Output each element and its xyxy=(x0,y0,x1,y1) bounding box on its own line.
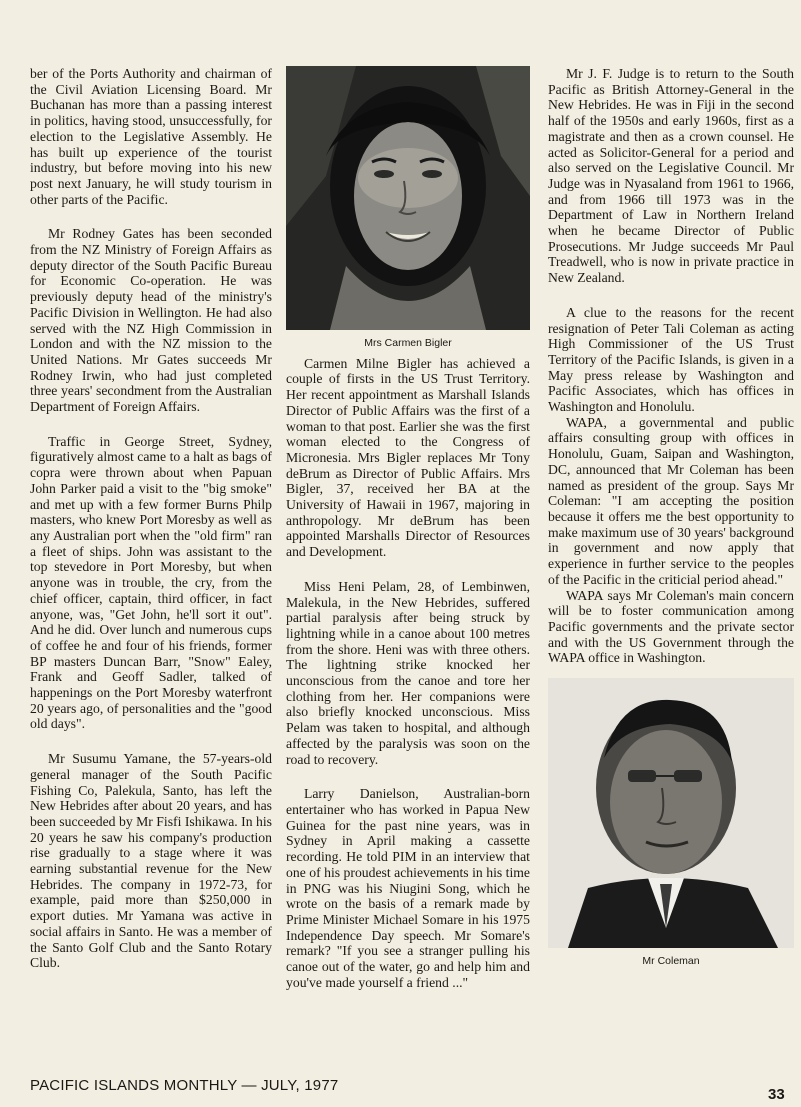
paragraph-wapa-concern: WAPA says Mr Coleman's main concern will be to foster communication among Pacific governments and the private sector and with the US Government through the WAPA office in Washington. xyxy=(548,587,794,666)
portrait-man-image xyxy=(548,678,794,948)
photo-caption-coleman: Mr Coleman xyxy=(642,955,700,968)
column-3 xyxy=(548,66,794,974)
photo-carmen-bigler xyxy=(286,66,530,330)
paragraph-yamane: Mr Susumu Yamane, the 57-years-old general manager of the South Pacific Fishing Co, Palekula, Santo, has left the New Hebrides after about 20 years, and has been succeeded by Mr Fisfi Ishikawa. In his 20 years he saw his company's production rise gradually to a stage where it was earning substantial revenue for the New Hebrides. The company in 1972-73, for example, paid more than $250,000 in export duties. Mr Yamana was active in social affairs in Santo. He was a member of the Santo Golf Club and the Santo Rotary Club. xyxy=(30,751,272,971)
paragraph-pelam: Miss Heni Pelam, 28, of Lembinwen, Malekula, in the New Hebrides, suffered partial paralysis after being struck by lightning while in a canoe about 100 metres from the shore. Heni was with three others. The lightning strike knocked her unconscious from the canoe and tore her clothing from her. Her companions were also briefly knocked unconscious. Miss Pelam was taken to hospital, and although affected by the paralysis was soon on the road to recovery. xyxy=(286,578,530,767)
page-number: 33 xyxy=(768,1086,785,1103)
paragraph-bigler: Carmen Milne Bigler has achieved a couple of firsts in the US Trust Territory. Her recent appointment as Marshall Islands Director of Public Affairs was the first of a woman to that post. Earlier she was the first woman elected to the Congress of Micronesia. Mrs Bigler replaces Mr Tony deBrum as Director of Public Affairs. Mrs Bigler, 37, received her BA at the University of Hawaii in 1967, majoring in anthropology. Mr deBrum has been appointed Marshalls Director of Resources and Development. xyxy=(286,355,530,560)
portrait-woman-image xyxy=(286,66,530,330)
paragraph-gates: Mr Rodney Gates has been seconded from the NZ Ministry of Foreign Affairs as deputy director of the South Pacific Bureau for Economic Co-operation. He was previously deputy head of the ministry's Pacific Division in Wellington. He had also served with the NZ High Commission in London and with the NZ mission to the United Nations. Mr Gates succeeds Mr Rodney Irwin, who had just completed three years' secondment from the Australian Department of Foreign Affairs. xyxy=(30,226,272,415)
photo-caption-bigler: Mrs Carmen Bigler xyxy=(364,337,452,349)
paragraph-danielson: Larry Danielson, Australian-born entertainer who has worked in Papua New Guinea for the past nine years, was in Sydney in April making a cassette recording. He told PIM in an interview that one of his proudest achievements in his time in PNG was his Niugini Song, which he wrote on the basis of a remark made by Prime Minister Michael Somare in his 1975 Independence Day speech. Mr Somare's remark? "If you see a stranger pulling his canoe out of the water, go and help him and you've made yourself a friend ..." xyxy=(286,786,530,990)
paragraph-parker: Traffic in George Street, Sydney, figuratively almost came to a halt as bags of copra were thrown about when Papuan John Parker paid a visit to the "big smoke" and met up with a few former Burns Philp masters, who knew Port Moresby as well as any Australian port when the "old firm" ran a fleet of ships. John was assistant to the top stevedore in Port Moresby, but when anyone was in trouble, the cry, from the chief officer, captain, third officer, in fact anyone, was, "Get John, he'll sort it out". And he did. Over lunch and numerous cups of coffee he and four of his friends, former BP masters Duncan Barr, "Snow" Ealey, Frank and Geoff Sadler, talked of happenings on the Port Moresby waterfront 20 years ago, of personalities and the "good old days". xyxy=(30,433,272,732)
column-2 xyxy=(286,66,530,990)
photo-mr-coleman xyxy=(548,678,794,948)
footer-publication: PACIFIC ISLANDS MONTHLY — JULY, 1977 xyxy=(30,1077,339,1094)
paragraph-buchanan: ber of the Ports Authority and chairman of the Civil Aviation Licensing Board. Mr Buchanan has more than a passing interest in politics, having stood, unsuccessfully, for election to the Legislative Assembly. He has built up experience of the tourist industry, but before moving into his new post next January, he will study tourism in other parts of the Pacific. xyxy=(30,66,272,207)
paragraph-judge: Mr J. F. Judge is to return to the South Pacific as British Attorney-General in the New Hebrides. He was in Fiji in the second half of the 1950s and early 1960s, first as a magistrate and then as a crown counsel. He acted as Solicitor-General for a period and also served on the Legislative Council. Mr Judge was in Nyasaland from 1961 to 1966, and from 1966 till 1973 was in the Department of Law in Northern Ireland when he became Director of Public Prosecutions. Mr Judge succeeds Mr Paul Treadwell, who is now in private practice in New Zealand. xyxy=(548,66,794,286)
column-1 xyxy=(30,66,272,971)
paragraph-wapa: WAPA, a governmental and public affairs consulting group with offices in Honolulu, Guam, Saipan and Washington, DC, announced that Mr Coleman has been named as president of the group. Says Mr Coleman: "I am accepting the position because it offers me the best opportunity to make maximum use of 30 years' background in government and now apply that experience in further service to the peoples of the Pacific in the criticial period ahead." xyxy=(548,414,794,587)
paragraph-coleman-clue: A clue to the reasons for the recent resignation of Peter Tali Coleman as acting High Commissioner of the US Trust Territory of the Pacific Islands, is given in a May press release by Washington and Pacific Associates, which has offices in Washington and Honolulu. xyxy=(548,304,794,415)
column-2-text xyxy=(286,356,530,991)
